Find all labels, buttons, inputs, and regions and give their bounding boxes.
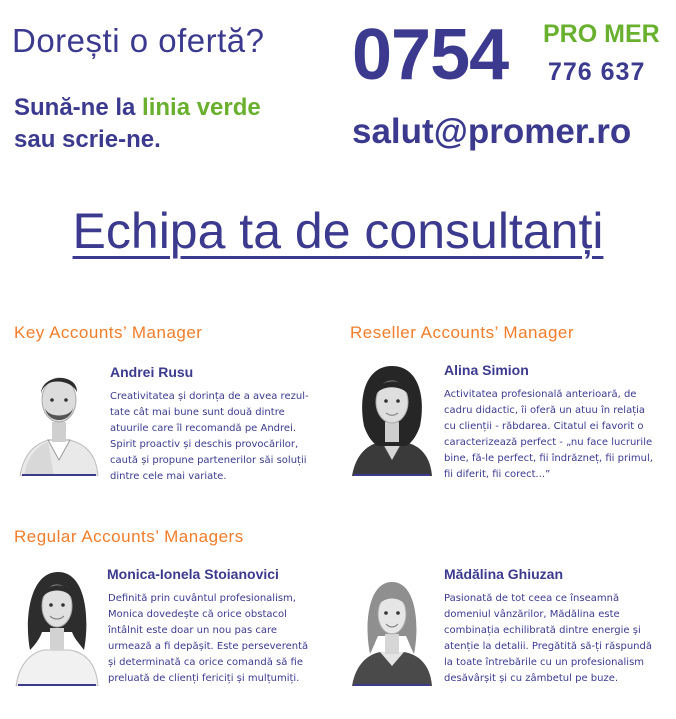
bio-andrei	[110, 389, 309, 485]
page-title: Echipa ta de consultanți	[72, 203, 604, 259]
photo-underline	[354, 684, 430, 686]
section-reseller-accounts: Reseller Accounts’ Manager	[350, 323, 575, 342]
bio-monica	[108, 591, 308, 687]
green-line-link[interactable]: linia verde	[142, 94, 261, 121]
phone-number-prefix[interactable]: 0754	[352, 15, 509, 95]
person-name-alina: Alina Simion	[444, 362, 529, 378]
person-photo-icon	[350, 356, 434, 476]
bio-line: tate cât mai bune sunt două dintre	[110, 407, 285, 418]
photo-underline	[354, 474, 430, 476]
bio-line: urmează a fi depășit. Este perseverentă	[108, 641, 309, 652]
bio-line: Monica dovedește că orice obstacol	[108, 609, 287, 620]
bio-line: domeniul vânzărilor, Mădălina este	[444, 609, 620, 620]
bio-line: cadru didactic, îi oferă un atuu în relația	[444, 405, 646, 416]
bio-line: dintre cele mai variate.	[110, 471, 227, 482]
bio-line: preluată de clienți fericiți și mulțumiți.	[108, 673, 300, 684]
bio-line: combinația echilibrată dintre energie și	[444, 625, 641, 636]
bio-line: desăvârșit și cu zâmbetul pe buze.	[444, 673, 619, 684]
offer-question: Dorești o ofertă?	[12, 22, 265, 59]
bio-line: Creativitatea și dorința de a avea rezul-	[110, 391, 309, 402]
bio-line: bine, fă-le perfect, fii îndrăzneț, fii primul,	[444, 453, 653, 464]
section-regular-accounts: Regular Accounts’ Managers	[14, 527, 244, 546]
bio-line: caută și propune partenerilor săi soluții	[110, 455, 307, 466]
person-name-monica: Monica-Ionela Stoianovici	[107, 566, 279, 582]
person-photo-icon	[350, 574, 434, 686]
call-prefix: Sună-ne la	[14, 94, 143, 121]
bio-line: întâlnit este doar un nou pas care	[108, 625, 278, 636]
section-key-accounts: Key Accounts’ Manager	[14, 323, 203, 342]
bio-line: Activitatea profesională anterioară, de	[444, 389, 637, 400]
avatar-alina	[350, 356, 434, 476]
bio-line: atuurile care îl recomandă pe Andrei.	[110, 423, 297, 434]
bio-line: Spirit proactiv și deschis provocărilor,	[110, 439, 299, 450]
bio-alina	[444, 387, 653, 483]
photo-underline	[22, 474, 96, 476]
avatar-madalina	[350, 574, 434, 686]
email-link[interactable]: salut@promer.ro	[352, 112, 632, 151]
bio-line: Pasionată de tot ceea ce înseamnă	[444, 593, 620, 604]
bio-line: cu clienții - răbdarea. Citatul ei favorit o	[444, 421, 644, 432]
bio-line: și determinată ca orice comandă să fie	[108, 657, 303, 668]
bio-madalina	[444, 591, 652, 687]
call-to-action	[14, 92, 261, 156]
brand-name: PRO MER	[543, 20, 660, 48]
bio-line: Definită prin cuvântul profesionalism,	[108, 593, 296, 604]
bio-line: fii diferit, fii corect...”	[444, 469, 551, 480]
call-suffix: sau scrie-ne.	[14, 126, 161, 153]
bio-line: caracterizează perfect - „nu face lucrurile	[444, 437, 653, 448]
person-name-andrei: Andrei Rusu	[110, 364, 194, 380]
person-photo-icon	[18, 360, 100, 476]
bio-line: la toate întrebările cu un profesionalism	[444, 657, 645, 668]
avatar-monica	[14, 562, 100, 686]
phone-number-suffix[interactable]: 776 637	[548, 58, 646, 86]
avatar-andrei	[18, 360, 100, 476]
bio-line: atenție la detalii. Pregătită să-ți răspundă	[444, 641, 652, 652]
photo-underline	[18, 684, 96, 686]
person-name-madalina: Mădălina Ghiuzan	[444, 566, 564, 582]
person-photo-icon	[14, 562, 100, 686]
